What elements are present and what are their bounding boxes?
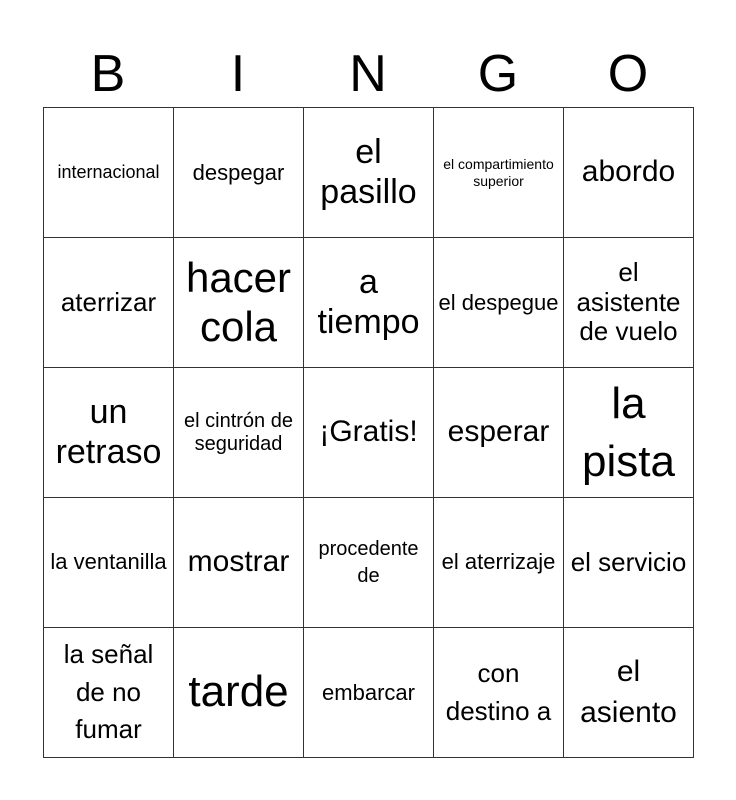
board-row: [44, 108, 694, 238]
bingo-cell[interactable]: [564, 498, 694, 628]
board-row: [44, 628, 694, 758]
bingo-cell[interactable]: [564, 238, 694, 368]
board-row: [44, 498, 694, 628]
bingo-cell[interactable]: [304, 108, 434, 238]
bingo-board: [43, 107, 694, 758]
bingo-cell[interactable]: [434, 628, 564, 758]
bingo-cell[interactable]: [44, 628, 174, 758]
cell-label: el asistente de vuelo: [576, 256, 681, 347]
bingo-cell[interactable]: [44, 108, 174, 238]
cell-label: mostrar: [187, 545, 290, 579]
cell-label: un retraso: [55, 393, 162, 471]
cell-label: el cintrón de seguridad: [184, 409, 293, 455]
bingo-cell[interactable]: [174, 498, 304, 628]
bingo-cell[interactable]: [174, 628, 304, 758]
bingo-cell[interactable]: [564, 368, 694, 498]
cell-label: aterrizar: [60, 286, 157, 317]
header-letter-o: O: [607, 45, 649, 103]
cell-label: abordo: [581, 155, 676, 189]
bingo-cell[interactable]: [174, 238, 304, 368]
board-row: [44, 238, 694, 368]
cell-label: la ventanilla: [50, 549, 167, 575]
bingo-header: [43, 40, 693, 108]
cell-label: ¡Gratis!: [319, 415, 418, 449]
header-letter-b: B: [90, 45, 126, 103]
cell-label: despegar: [192, 159, 285, 185]
bingo-cell[interactable]: [44, 238, 174, 368]
header-letter-g: G: [477, 45, 519, 103]
bingo-cell[interactable]: [304, 498, 434, 628]
cell-label: el despegue: [438, 289, 559, 315]
bingo-cell[interactable]: [434, 498, 564, 628]
header-letter-i: I: [230, 45, 246, 103]
cell-label: esperar: [447, 415, 550, 449]
cell-label: el aterrizaje: [441, 549, 556, 575]
cell-label: internacional: [57, 162, 160, 183]
bingo-cell[interactable]: [44, 368, 174, 498]
cell-label: el pasillo: [320, 133, 417, 211]
bingo-cell[interactable]: [564, 628, 694, 758]
header-letter-n: N: [349, 45, 387, 103]
bingo-cell[interactable]: [44, 498, 174, 628]
board-row: [44, 368, 694, 498]
bingo-cell[interactable]: [174, 108, 304, 238]
cell-label: procedente de: [318, 537, 419, 587]
bingo-cell[interactable]: [434, 238, 564, 368]
cell-label: el compartimiento superior: [443, 156, 554, 189]
bingo-cell[interactable]: [304, 238, 434, 368]
cell-label: el servicio: [570, 547, 687, 578]
cell-label: tarde: [188, 667, 289, 717]
cell-label: con destino a: [445, 657, 552, 726]
cell-label: a tiempo: [317, 263, 420, 341]
cell-label: la pista: [582, 379, 675, 486]
cell-label: la señal de no fumar: [63, 638, 154, 745]
bingo-cell[interactable]: [174, 368, 304, 498]
cell-label: embarcar: [322, 679, 415, 705]
bingo-cell[interactable]: [304, 628, 434, 758]
bingo-cell[interactable]: [434, 108, 564, 238]
bingo-cell[interactable]: [564, 108, 694, 238]
cell-label: el asiento: [580, 655, 677, 729]
bingo-cell[interactable]: [434, 368, 564, 498]
cell-label: hacer cola: [185, 254, 292, 350]
bingo-cell[interactable]: [304, 368, 434, 498]
